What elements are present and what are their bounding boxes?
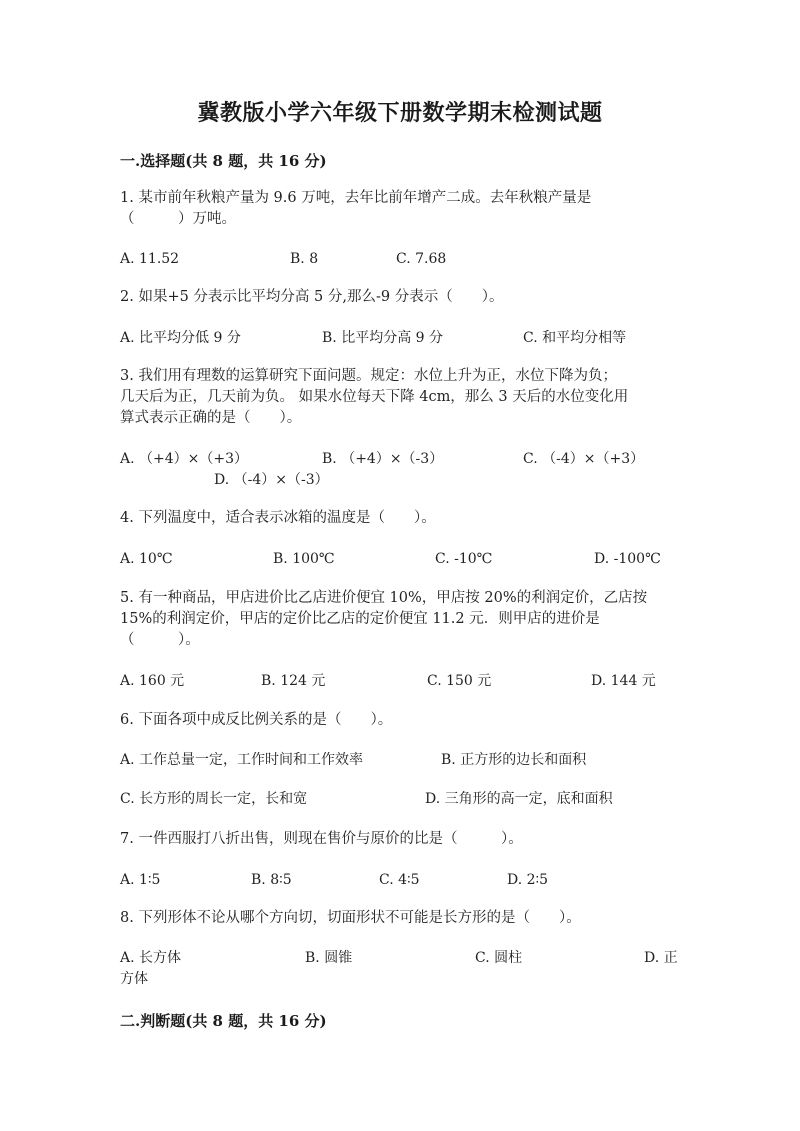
option-c[interactable]: C. 长方形的周长一定，长和宽 [120,791,308,807]
option-b[interactable]: B. 比平均分高 9 分 [322,330,443,346]
option-b[interactable]: B. 100℃ [273,551,335,567]
question-3-options-row1 [120,448,680,470]
question-line: 15%的利润定价，甲店的定价比乙店的定价便宜 11.2 元．则甲店的进价是 [120,611,600,627]
option-c[interactable]: C. 150 元 [427,673,492,689]
option-d[interactable]: D. （-4）×（-3） [214,472,329,488]
question-6-options-row2 [120,788,680,810]
option-c[interactable]: C. 7.68 [396,251,447,267]
section-heading-judgement: 二.判断题(共 8 题，共 16 分) [120,1012,327,1030]
question-line: 3. 我们用有理数的运算研究下面问题。规定：水位上升为正，水位下降为负； [120,368,617,384]
question-5-options [120,670,680,692]
option-b[interactable]: B. 圆锥 [305,950,353,966]
option-c[interactable]: C. 4∶5 [379,872,420,888]
question-line: 算式表示正确的是（ ）。 [120,410,302,426]
option-a[interactable]: A. 10℃ [120,551,173,567]
option-a[interactable]: A. 长方体 [120,950,182,966]
question-line: 4. 下列温度中，适合表示冰箱的温度是（ ）。 [120,510,436,526]
question-6-options-row1 [120,749,680,771]
option-b[interactable]: B. （+4）×（-3） [322,451,444,467]
question-7-options [120,869,680,891]
question-line: （ ）。 [120,632,200,648]
option-a[interactable]: A. （+4）×（+3） [120,451,249,467]
question-line: 2. 如果+5 分表示比平均分高 5 分,那么-9 分表示（ ）。 [120,289,504,305]
option-a[interactable]: A. 工作总量一定，工作时间和工作效率 [120,752,364,768]
question-line: 7. 一件西服打八折出售，则现在售价与原价的比是（ ）。 [120,831,523,847]
option-c[interactable]: C. 和平均分相等 [523,330,627,346]
option-d[interactable]: D. -100℃ [594,551,661,567]
option-c[interactable]: C. 圆柱 [475,950,523,966]
option-b[interactable]: B. 正方形的边长和面积 [441,752,587,768]
option-c[interactable]: C. （-4）×（+3） [523,451,645,467]
question-7 [120,829,690,850]
option-a[interactable]: A. 1∶5 [120,872,161,888]
section-heading-choice: 一.选择题(共 8 题，共 16 分) [120,152,327,170]
question-line: 1. 某市前年秋粮产量为 9.6 万吨，去年比前年增产二成。去年秋粮产量是 [120,190,592,206]
question-3-options-row2 [120,469,680,491]
question-line: 6. 下面各项中成反比例关系的是（ ）。 [120,712,393,728]
question-line: 8. 下列形体不论从哪个方向切，切面形状不可能是长方形的是（ ）。 [120,910,581,926]
option-d[interactable]: D. 2∶5 [507,872,549,888]
question-1-options [120,248,680,270]
question-3 [120,366,690,429]
question-line: （ ）万吨。 [120,211,236,227]
question-4 [120,508,690,529]
question-8-options [120,947,680,969]
question-line: 几天后为正，几天前为负。 如果水位每天下降 4cm，那么 3 天后的水位变化用 [120,389,629,405]
question-5 [120,588,690,651]
question-1 [120,188,690,230]
question-2-options [120,327,680,349]
option-a[interactable]: A. 160 元 [120,673,185,689]
option-b[interactable]: B. 124 元 [261,673,326,689]
question-8 [120,908,690,929]
option-b[interactable]: B. 8∶5 [251,872,292,888]
option-d[interactable]: D. 三角形的高一定，底和面积 [425,791,613,807]
option-d[interactable]: D. 正 [644,950,678,966]
option-b[interactable]: B. 8 [290,251,319,267]
question-line: 5. 有一种商品，甲店进价比乙店进价便宜 10%，甲店按 20%的利润定价，乙店按 [120,590,648,606]
option-c[interactable]: C. -10℃ [435,551,493,567]
option-d[interactable]: D. 144 元 [591,673,656,689]
question-6 [120,710,690,731]
option-d-continuation: 方体 [120,971,148,987]
option-a[interactable]: A. 比平均分低 9 分 [120,330,241,346]
option-a[interactable]: A. 11.52 [120,251,180,267]
question-4-options [120,548,680,570]
question-2 [120,287,690,308]
page-title: 冀教版小学六年级下册数学期末检测试题 [197,100,603,126]
